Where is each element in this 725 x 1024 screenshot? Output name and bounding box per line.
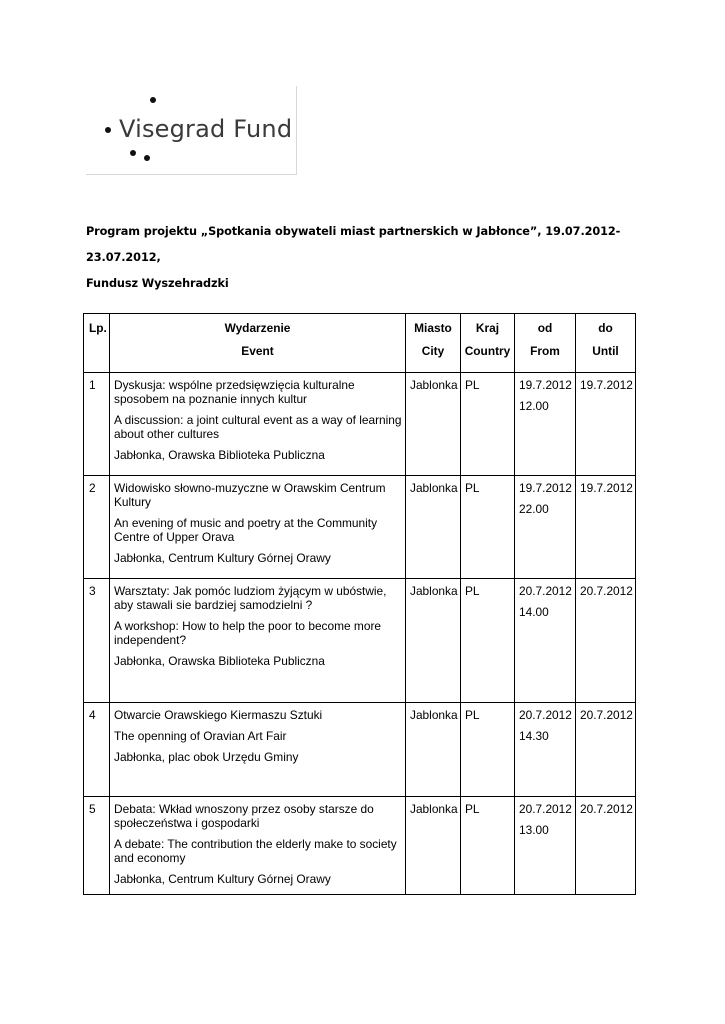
- row-event: [110, 703, 406, 797]
- event-venue: Jabłonka, Centrum Kultury Górnej Orawy: [114, 551, 331, 565]
- row-lp: 3: [84, 579, 110, 703]
- row-until: 20.7.2012: [576, 703, 636, 797]
- event-en: A debate: The contribution the elderly make to society and economy: [114, 837, 397, 865]
- event-venue: Jabłonka, plac obok Urzędu Gminy: [114, 750, 299, 764]
- row-from: 20.7.2012 13.00: [515, 797, 576, 895]
- header-country: Kraj Country: [461, 314, 515, 373]
- header-lp: Lp.: [84, 314, 110, 373]
- title-line-1: Program projektu „Spotkania obywateli miast partnerskich w Jabłonce”, 19.07.2012-23.07.2012,: [86, 225, 621, 264]
- row-event: [110, 373, 406, 476]
- event-en: The openning of Oravian Art Fair: [114, 729, 287, 743]
- header-until: do Until: [576, 314, 636, 373]
- row-until: 19.7.2012: [576, 476, 636, 579]
- event-en: A discussion: a joint cultural event as a way of learning about other cultures: [114, 413, 402, 441]
- row-lp: 2: [84, 476, 110, 579]
- table-row: [84, 797, 636, 895]
- row-country: PL: [461, 373, 515, 476]
- row-city: Jablonka: [406, 476, 461, 579]
- row-lp: 4: [84, 703, 110, 797]
- row-until: 19.7.2012: [576, 373, 636, 476]
- event-en: A workshop: How to help the poor to become more independent?: [114, 619, 382, 647]
- event-pl: Warsztaty: Jak pomóc ludziom żyjącym w ubóstwie, aby stawali sie bardziej samodzielni ?: [114, 584, 387, 612]
- event-pl: Widowisko słowno-muzyczne w Orawskim Centrum Kultury: [114, 481, 386, 509]
- table-row: [84, 373, 636, 476]
- row-event: [110, 797, 406, 895]
- event-en: An evening of music and poetry at the Community Centre of Upper Orava: [114, 516, 378, 544]
- row-city: Jablonka: [406, 797, 461, 895]
- row-until: 20.7.2012: [576, 797, 636, 895]
- row-lp: 5: [84, 797, 110, 895]
- visegrad-fund-logo: [86, 86, 297, 175]
- row-event: [110, 579, 406, 703]
- row-country: PL: [461, 797, 515, 895]
- row-country: PL: [461, 476, 515, 579]
- table-row: [84, 476, 636, 579]
- row-from: 20.7.2012 14.00: [515, 579, 576, 703]
- event-venue: Jabłonka, Orawska Biblioteka Publiczna: [114, 654, 325, 668]
- table-row: [84, 703, 636, 797]
- row-from: 19.7.2012 22.00: [515, 476, 576, 579]
- row-country: PL: [461, 703, 515, 797]
- row-event: [110, 476, 406, 579]
- header-event: Wydarzenie Event: [110, 314, 406, 373]
- row-lp: 1: [84, 373, 110, 476]
- table-header-row: [84, 314, 636, 373]
- document-title: [86, 219, 646, 297]
- row-from: 19.7.2012 12.00: [515, 373, 576, 476]
- row-until: 20.7.2012: [576, 579, 636, 703]
- header-from: od From: [515, 314, 576, 373]
- row-country: PL: [461, 579, 515, 703]
- row-city: Jablonka: [406, 373, 461, 476]
- event-venue: Jabłonka, Centrum Kultury Górnej Orawy: [114, 872, 331, 886]
- event-venue: Jabłonka, Orawska Biblioteka Publiczna: [114, 448, 325, 462]
- event-pl: Otwarcie Orawskiego Kiermaszu Sztuki: [114, 708, 323, 722]
- row-city: Jablonka: [406, 579, 461, 703]
- table-row: [84, 579, 636, 703]
- event-pl: Debata: Wkład wnoszony przez osoby starsze do społeczeństwa i gospodarki: [114, 802, 374, 830]
- event-pl: Dyskusja: wspólne przedsięwzięcia kulturalne sposobem na poznanie innych kultur: [114, 378, 355, 406]
- title-line-2: Fundusz Wyszehradzki: [86, 277, 229, 290]
- program-table: [83, 313, 636, 895]
- header-city: Miasto City: [406, 314, 461, 373]
- row-city: Jablonka: [406, 703, 461, 797]
- row-from: 20.7.2012 14.30: [515, 703, 576, 797]
- logo-text: Visegrad Fund: [119, 115, 293, 143]
